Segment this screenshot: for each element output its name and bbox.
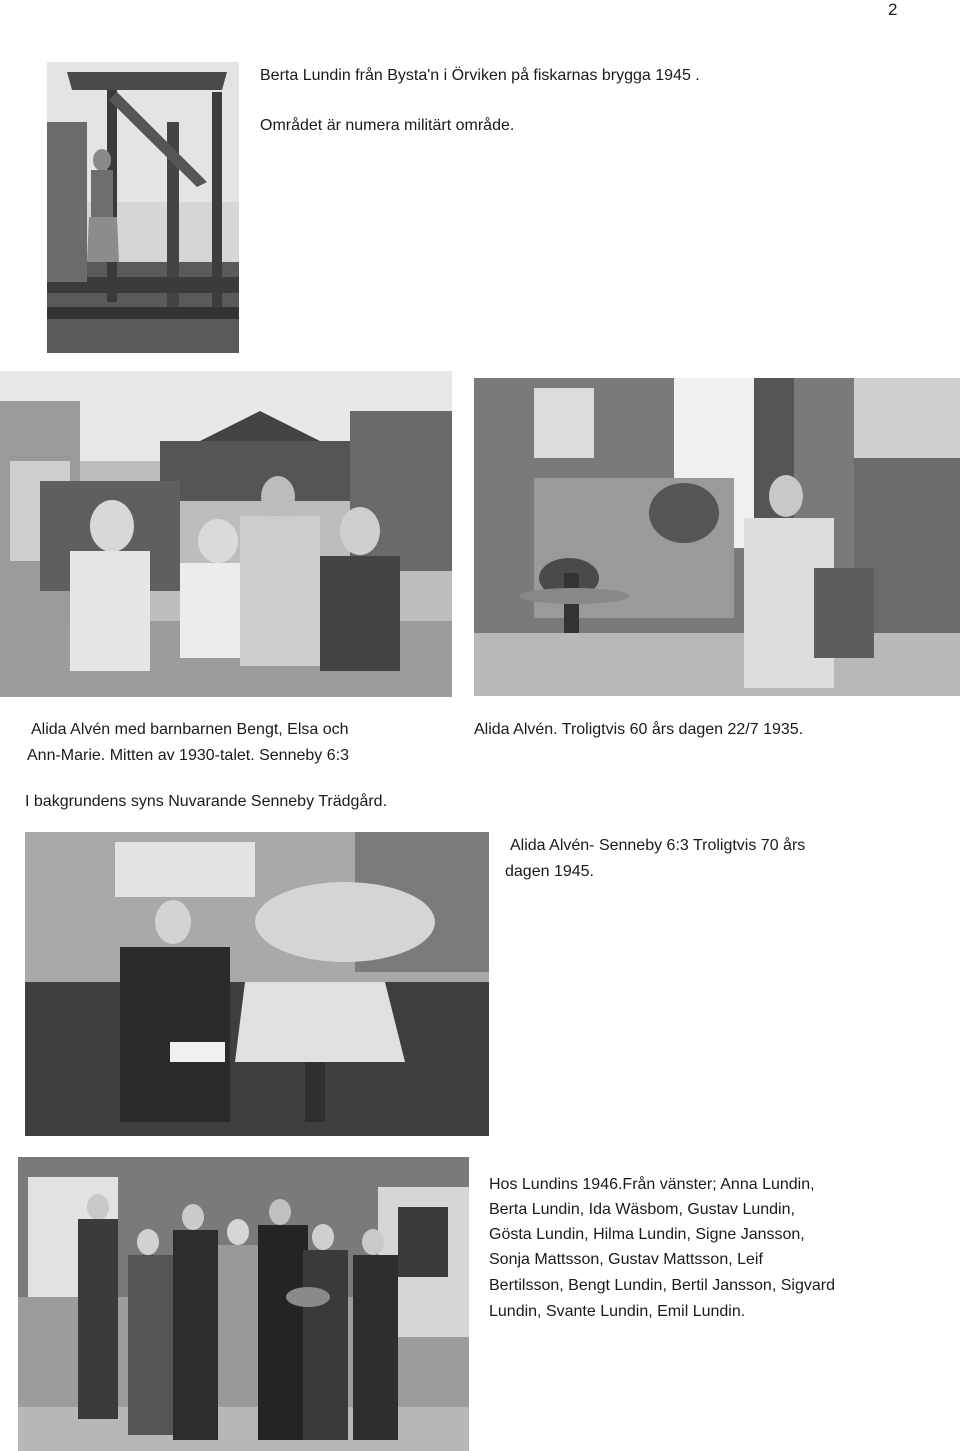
caption-group-line4: Sonja Mattsson, Gustav Mattsson, Leif (489, 1251, 763, 1268)
caption-pier-line1: Berta Lundin från Bysta'n i Örviken på fiskarnas brygga 1945 . (260, 67, 700, 84)
caption-birthday-70-line2: dagen 1945. (505, 863, 594, 880)
caption-background-note: I bakgrundens syns Nuvarande Senneby Trädgård. (25, 793, 388, 810)
caption-group-line1: Hos Lundins 1946.Från vänster; Anna Lundin, (489, 1176, 815, 1193)
photo-birthday-70 (25, 832, 489, 1136)
caption-group-line3: Gösta Lundin, Hilma Lundin, Signe Jansson, (489, 1226, 805, 1243)
caption-grandchildren-line2: Ann-Marie. Mitten av 1930-talet. Senneby 6:3 (27, 747, 349, 764)
page-number: 2 (888, 0, 898, 19)
caption-birthday-60: Alida Alvén. Troligtvis 60 års dagen 22/7 1935. (474, 721, 804, 738)
caption-group-line2: Berta Lundin, Ida Wäsbom, Gustav Lundin, (489, 1201, 795, 1218)
photo-group-1946 (18, 1157, 469, 1451)
caption-birthday-70-line1: Alida Alvén- Senneby 6:3 Troligtvis 70 års (510, 837, 806, 854)
caption-pier-line2: Området är numera militärt område. (260, 117, 515, 134)
photo-grandchildren (0, 371, 452, 697)
caption-group-line5: Bertilsson, Bengt Lundin, Bertil Jansson, Sigvard (489, 1277, 835, 1294)
caption-group-line6: Lundin, Svante Lundin, Emil Lundin. (489, 1303, 746, 1320)
photo-pier (47, 62, 239, 353)
caption-grandchildren-line1: Alida Alvén med barnbarnen Bengt, Elsa och (31, 721, 349, 738)
photo-birthday-60 (474, 378, 960, 696)
